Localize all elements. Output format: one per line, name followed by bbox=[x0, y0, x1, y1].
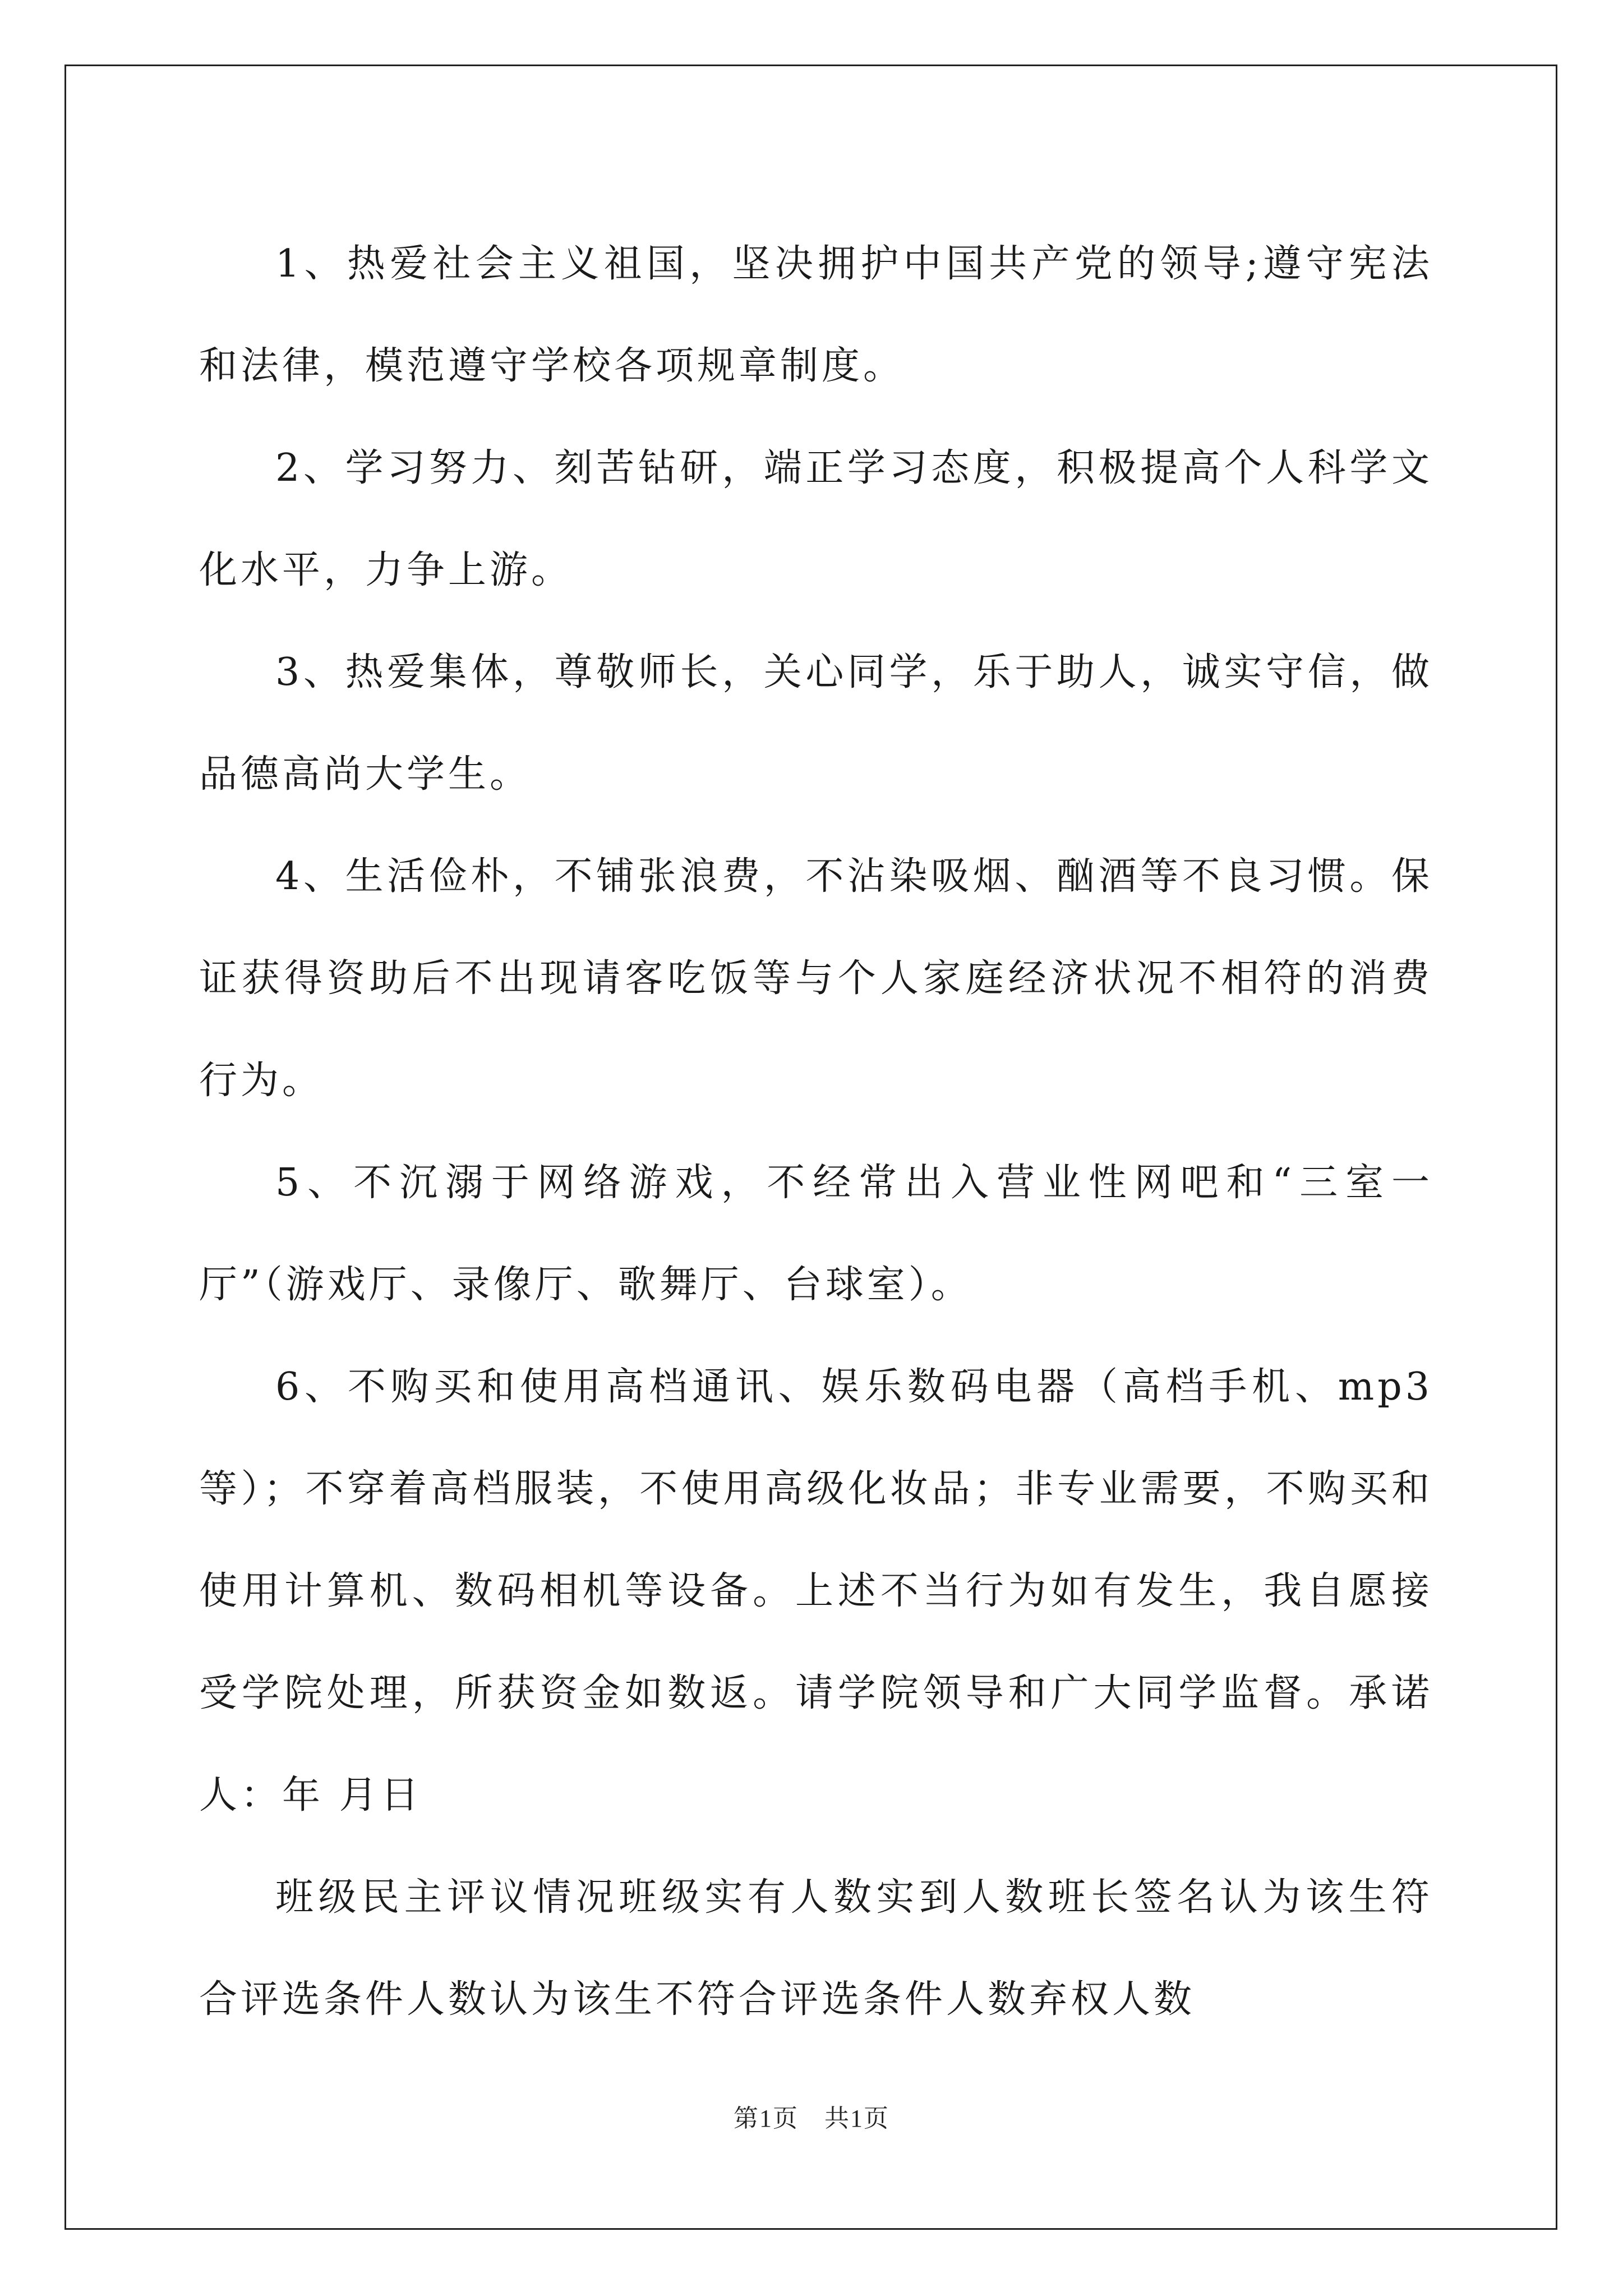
paragraph-2: 2、学习努力、刻苦钻研，端正学习态度，积极提高个人科学文化水平，力争上游。 bbox=[199, 446, 1433, 592]
paragraph-7: 班级民主评议情况班级实有人数实到人数班长签名认为该生符合评选条件人数认为该生不符合评选条件人数弃权人数 bbox=[199, 1875, 1433, 2022]
paragraph-1: 1、热爱社会主义祖国，坚决拥护中国共产党的领导;遵守宪法和法律，模范遵守学校各项规章制度。 bbox=[199, 242, 1433, 388]
paragraph-5: 5、不沉溺于网络游戏，不经常出入营业性网吧和“三室一厅”（游戏厅、录像厅、歌舞厅、台球室）。 bbox=[199, 1161, 1433, 1307]
page-number-footer: 第1页 共1页 bbox=[734, 2105, 889, 2132]
paragraph-3: 3、热爱集体，尊敬师长，关心同学，乐于助人，诚实守信，做品德高尚大学生。 bbox=[199, 650, 1433, 797]
paragraph-4: 4、生活俭朴，不铺张浪费，不沾染吸烟、酗酒等不良习惯。保证获得资助后不出现请客吃饭等与个人家庭经济状况不相符的消费行为。 bbox=[199, 854, 1433, 1103]
document-body bbox=[199, 213, 1433, 2051]
paragraph-6: 6、不购买和使用高档通讯、娱乐数码电器（高档手机、mp3 等）；不穿着高档服装，不使用高级化妆品；非专业需要，不购买和使用计算机、数码相机等设备。上述不当行为如有发生，我自愿接受学院处理，所获资金如数返。请学院领导和广大同学监督。承诺人：年 月日 bbox=[199, 1365, 1433, 1818]
